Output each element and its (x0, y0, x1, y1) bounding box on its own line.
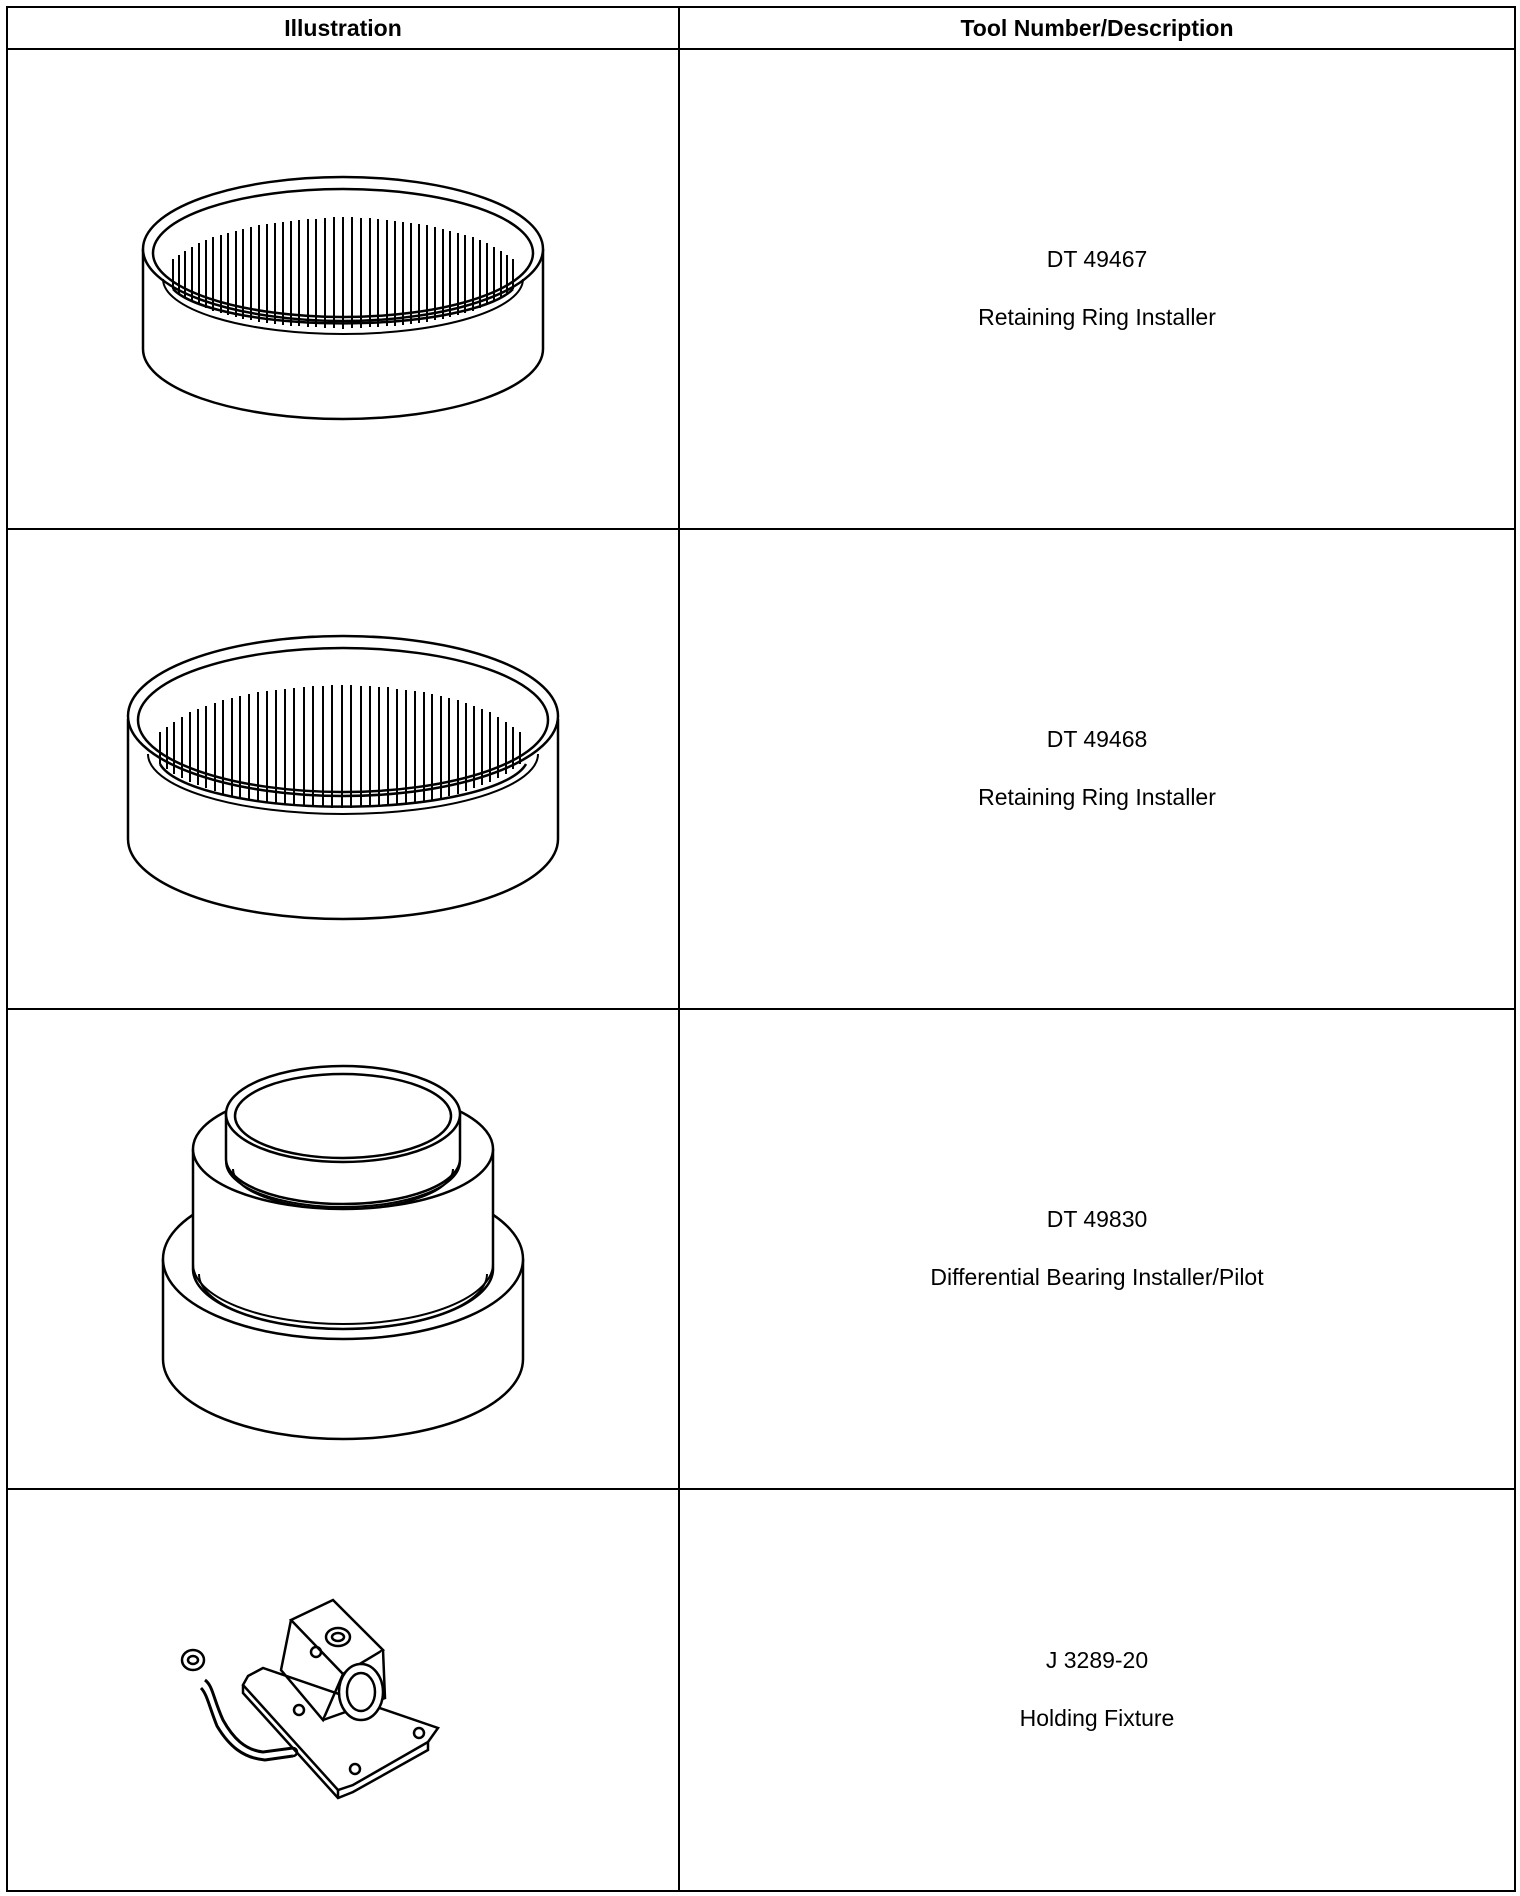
tool-number: DT 49830 (1046, 1206, 1148, 1233)
table-header-row (7, 7, 1515, 49)
tool-description-cell (679, 1009, 1515, 1489)
tool-description-cell (679, 49, 1515, 529)
bearing-installer-pilot-icon (153, 1054, 533, 1444)
tool-description: Holding Fixture (1019, 1705, 1175, 1731)
tool-description: Retaining Ring Installer (978, 304, 1216, 330)
tool-description: Retaining Ring Installer (978, 784, 1216, 810)
tool-description: Differential Bearing Installer/Pilot (930, 1264, 1264, 1290)
tool-description-cell (679, 529, 1515, 1009)
table-row (7, 1489, 1515, 1891)
tool-description-cell (679, 1489, 1515, 1891)
illustration-cell (7, 1489, 679, 1891)
tool-number: DT 49468 (1046, 726, 1148, 753)
table-row (7, 1009, 1515, 1489)
illustration-cell (7, 529, 679, 1009)
retaining-ring-installer-icon (133, 139, 553, 439)
tool-number: DT 49467 (1046, 246, 1148, 273)
illustration-cell (7, 1009, 679, 1489)
illustration-header: Illustration (7, 7, 679, 49)
table-row (7, 529, 1515, 1009)
retaining-ring-installer-icon (118, 604, 568, 934)
holding-fixture-icon (173, 1580, 513, 1800)
table-row (7, 49, 1515, 529)
tool-number: J 3289-20 (1045, 1647, 1149, 1674)
tool-description-header: Tool Number/Description (679, 7, 1515, 49)
illustration-cell (7, 49, 679, 529)
special-tools-table (6, 6, 1516, 1892)
